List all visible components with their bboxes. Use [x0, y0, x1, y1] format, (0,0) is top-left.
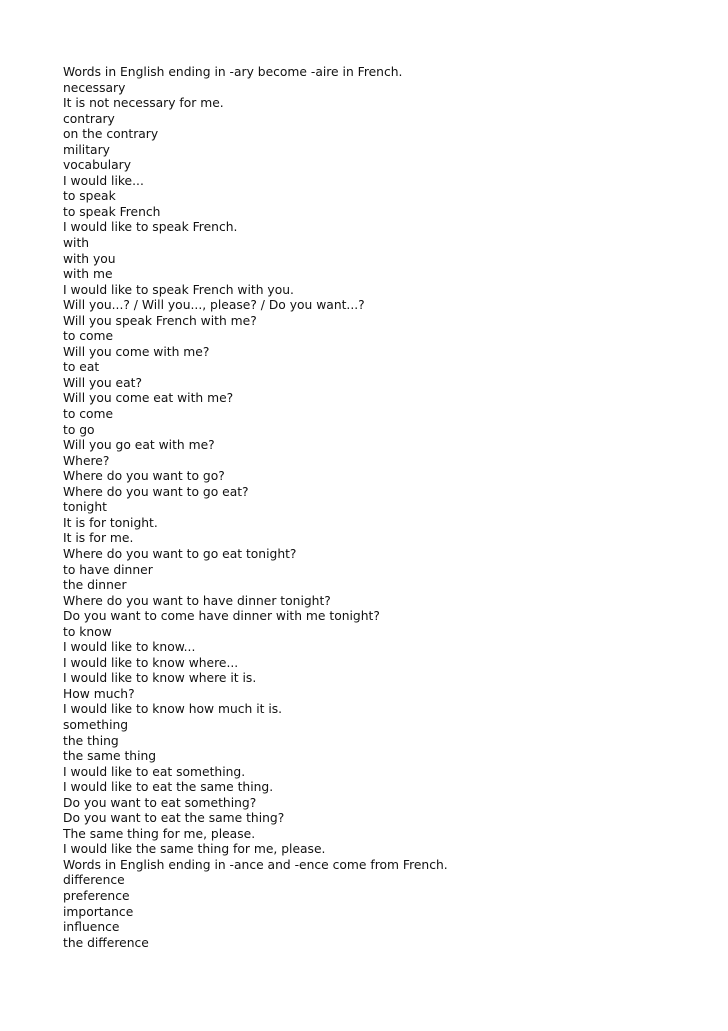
text-line: I would like...: [63, 173, 144, 188]
text-line: with: [63, 236, 90, 251]
text-line: I would like to speak French.: [63, 220, 238, 235]
text-line: Will you...? / Will you..., please? / Do you want...?: [63, 298, 365, 313]
text-line: I would like to eat something.: [63, 764, 246, 779]
text-line: I would like to speak French with you.: [63, 282, 294, 297]
text-line: Where do you want to go eat?: [63, 484, 249, 499]
text-line: I would like the same thing for me, please.: [63, 842, 326, 857]
text-line: Will you speak French with me?: [63, 313, 257, 328]
text-line: The same thing for me, please.: [63, 826, 256, 841]
text-line: tonight: [63, 500, 107, 515]
text-line: Where?: [63, 453, 110, 468]
text-line: I would like to know where...: [63, 655, 239, 670]
text-line: something: [63, 717, 129, 732]
text-line: Will you eat?: [63, 375, 142, 390]
text-line: Will you come eat with me?: [63, 391, 234, 406]
text-line: vocabulary: [63, 158, 131, 173]
text-line: I would like to know...: [63, 640, 196, 655]
text-line: Will you come with me?: [63, 344, 210, 359]
text-line: It is for me.: [63, 531, 134, 546]
text-line: How much?: [63, 686, 135, 701]
text-line: Words in English ending in -ary become -aire in French.: [63, 65, 403, 79]
text-line: importance: [63, 904, 134, 919]
text-line: Words in English ending in -ance and -ence come from French.: [63, 857, 448, 872]
text-line: military: [63, 142, 110, 157]
text-line: It is for tonight.: [63, 515, 158, 530]
text-line: I would like to eat the same thing.: [63, 780, 274, 795]
text-line: Do you want to eat the same thing?: [63, 811, 285, 826]
text-line: to come: [63, 329, 114, 344]
text-line: necessary: [63, 80, 126, 95]
text-line: to speak: [63, 189, 116, 204]
text-line: I would like to know where it is.: [63, 671, 257, 686]
text-line: to know: [63, 624, 112, 639]
text-line: I would like to know how much it is.: [63, 702, 283, 717]
text-line: Where do you want to have dinner tonight?: [63, 593, 331, 608]
text-line: to go: [63, 422, 95, 437]
text-line: preference: [63, 888, 130, 903]
text-line: the dinner: [63, 578, 127, 593]
text-line: to speak French: [63, 204, 161, 219]
text-line: with you: [63, 251, 116, 266]
text-line: to eat: [63, 360, 100, 375]
text-line: influence: [63, 920, 120, 935]
text-line: Will you go eat with me?: [63, 438, 215, 453]
text-line: contrary: [63, 111, 115, 126]
text-line: Where do you want to go eat tonight?: [63, 546, 297, 561]
text-line: difference: [63, 873, 125, 888]
text-line: the thing: [63, 733, 119, 748]
text-line: to have dinner: [63, 562, 153, 577]
text-line: Where do you want to go?: [63, 469, 225, 484]
text-line: with me: [63, 267, 113, 282]
text-line: It is not necessary for me.: [63, 96, 224, 111]
text-line: the difference: [63, 935, 149, 950]
document-text: [63, 65, 683, 951]
text-line: to come: [63, 407, 114, 422]
text-line: Do you want to come have dinner with me tonight?: [63, 609, 380, 624]
text-line: on the contrary: [63, 127, 159, 142]
text-line: the same thing: [63, 749, 157, 764]
text-line: Do you want to eat something?: [63, 795, 257, 810]
